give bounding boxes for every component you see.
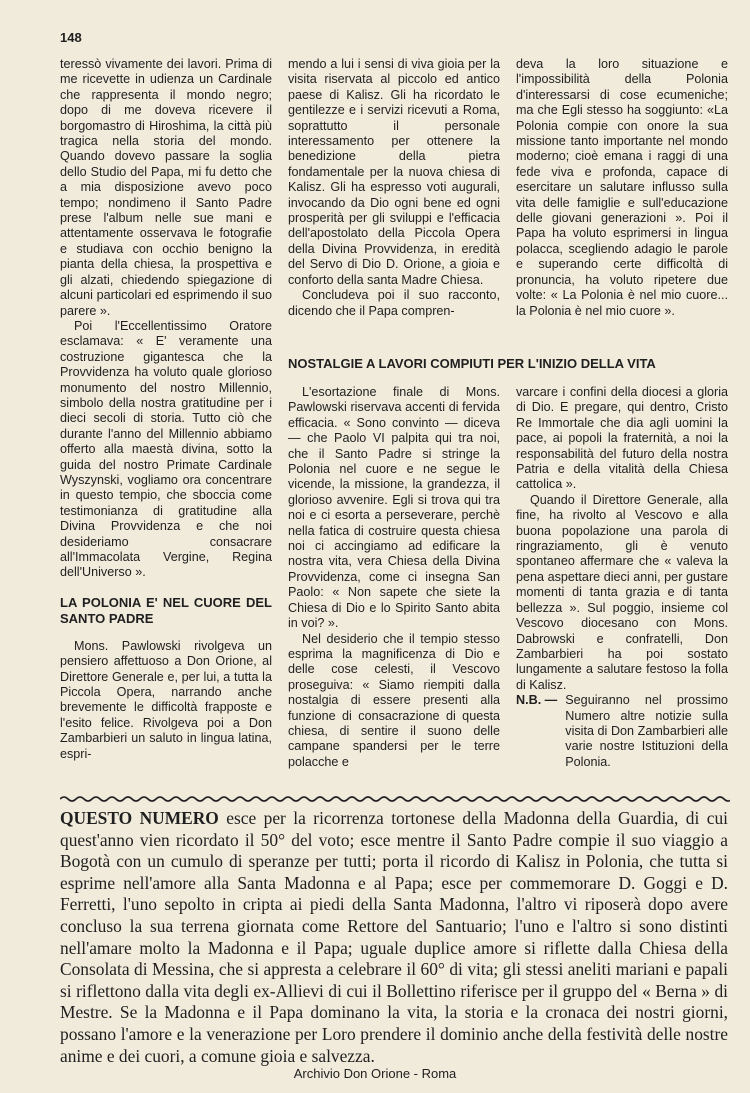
section-heading-nostalgie: NOSTALGIE A LAVORI COMPIUTI PER L'INIZIO DELLA VITA [288, 356, 656, 371]
column-3 [516, 57, 728, 319]
issue-note-text: esce per la ricorrenza tortonese della Madonna della Guardia, di cui quest'anno vien ricordato il 50° del voto; esce mentre il Santo Padre compie il suo viaggio a Bogotà con un cumulo di speranze per tutti; porta il ricordo di Kalisz in Polonia, che tutta si esprime nell'amore alla Santa Madonna e al Papa; esce per commemorare D. Goggi e D. Ferretti, l'uno sepolto in cripta ai piedi della Santa Madonna, l'altro vi riposerà dopo avere concluso la sua terrena giornata come Rettore del Santuario; l'uno e l'altro si sono distinti nell'amare molto la Madonna e il Papa; uguale duplice amore si riflette dalla Chiesa della Consolata di Messina, che si appresta a celebrare il 60° di vita; gli stessi aneliti mariani e papali si riflettono dalla vita degli ex-Allievi di cui il Bollettino riferisce per il gruppo del « Berna » di Mestre. Se la Madonna e il Papa dominano la vita, la storia e la cronaca dei nostri giorni, possano l'amore e la venerazione per Loro prendere il dominio anche della festività delle nostre anime e dei cuori, a comune gioia e salvezza. [60, 808, 728, 1066]
issue-note [60, 808, 728, 1067]
issue-note-lead: QUESTO NUMERO [60, 808, 219, 828]
col5-paragraph-1: varcare i confini della diocesi a gloria di Dio. E pregare, qui dentro, Cristo Re Immortale che dia agli uomini la pace, ai popoli la fraternità, a noi la responsabilità del futuro della nostra Patria e della vitalità della Chiesa cattolica ». [516, 385, 728, 492]
col1-paragraph-2: Poi l'Eccellentissimo Oratore esclamava: « E' veramente una costruzione gigantesca che la Provvidenza ha voluto quale glorioso monumento del nostro Millennio, simbolo della nostra gratitudine per i dieci secoli di storia. Tutto ciò che durante l'anno del Millennio abbiamo offerto alla maestà divina, sotto la guida del nostro Primate Cardinale Wyszynski, vogliamo ora concentrare in questo tempio, che sboccia come testimonianza di gratitudine alla Divina Provvidenza e che noi desideriamo consacrare all'Immacolata Vergine, Regina dell'Universo ». [60, 318, 272, 580]
col2-paragraph-1: mendo a lui i sensi di viva gioia per la visita riservata al piccolo ed antico paese di Kalisz. Gli ha ricordato le gentilezze e i servizi ricevuti a Roma, soprattutto il personale interessamento per ottenere la benedizione della pietra fondamentale per la nuova chiesa di Kalisz. Gli ha espresso voti augurali, invocando da Dio ogni bene ed ogni prosperità per gli sviluppi e l'efficacia dell'apostolato della Piccola Opera della Divina Provvidenza, in eredità del Servo di Dio D. Orione, a gioia e conforto della santa Madre Chiesa. [288, 57, 500, 287]
nb-text: Seguiranno nel prossimo Numero altre notizie sulla visita di Don Zambarbieri alle varie nostre Istituzioni della Polonia. [565, 693, 728, 769]
archive-label: Archivio Don Orione - Roma [293, 1066, 457, 1081]
col3-paragraph-1: deva la loro situazione e l'impossibilità della Polonia d'interessarsi di cose ecumeniche; ma che Egli stesso ha soggiunto: «La Polonia compie con onore la sua missione tanto importante nel mondo moderno; cioè emana i raggi di una fede viva e profonda, capace di esercitare un salutare influsso sulla vita delle famiglie e sull'educazione delle giovani generazioni ». Poi il Papa ha voluto esprimersi in lingua polacca, scegliendo adagio le parole e superando certe difficoltà di pronuncia, ha voluto ripetere due volte: « La Polonia è nel mio cuore... la Polonia è nel mio cuore ». [516, 57, 728, 318]
col4-paragraph-1: L'esortazione finale di Mons. Pawlowski riservava accenti di fervida efficacia. « Sono convinto — diceva — che Paolo VI palpita qui tra noi, che il Santo Padre si stringe la Polonia nel cuore e ne segue le vicende, la missione, la grandezza, il glorioso avvenire. Egli si trova qui tra noi e ci esorta a perseverare, perchè nella fatica di costruire questa chiesa noi ci accingiamo ad edificare la nostra vita, vera Chiesa della Divina Provvidenza, come ci insegna San Paolo: « Non sapete che siete la Chiesa di Dio e lo Spirito Santo abita in voi? ». [288, 385, 500, 631]
col4-paragraph-2: Nel desiderio che il tempio stesso esprima la magnificenza di Dio e delle cose celesti, il Vescovo proseguiva: « Siamo riempiti dalla nostalgia di essere presenti alla funzione di consacrazione di questa chiesa, di sentire il suono delle campane spandersi per le terre polacche e [288, 631, 500, 769]
column-2 [288, 57, 500, 319]
nb-note [516, 693, 728, 770]
page-number: 148 [60, 30, 82, 45]
col5-paragraph-2: Quando il Direttore Generale, alla fine, ha rivolto al Vescovo e alla buona popolazione una parola di ringraziamento, gli è venuto spontaneo affermare che « valeva la pena aspettare dieci anni, per gustare momenti di tanta grazia e di tanta bellezza ». Sul poggio, insieme col Vescovo diocesano con Mons. Dabrowski e confratelli, Don Zambarbieri ha poi sostato lungamente a salutare festoso la folla di Kalisz. [516, 492, 728, 692]
column-4 [288, 385, 500, 770]
column-5 [516, 385, 728, 770]
decorative-divider [60, 795, 730, 803]
col1-paragraph-1: teressò vivamente dei lavori. Prima di me ricevette in udienza un Cardinale che rappresenta il mondo negro; dopo di me doveva ricevere il borgomastro di Hiroshima, la città più tragica nella storia del mondo. Quando dovevo passare la soglia dello Studio del Papa, mi fu detto che a mia disposizione avevo poco tempo; nondimeno il Santo Padre prese l'album nelle sue mani e attentamente osservava le fotografie e studiava con occhio benigno la pianta della chiesa, la prospettiva e gli alzati, chiedendo spiegazione di alcuni particolari ed esprimendo il suo parere ». [60, 57, 272, 318]
column-1 [60, 57, 272, 762]
nb-label: N.B. — [516, 693, 558, 708]
section-heading-polonia: LA POLONIA E' NEL CUORE DEL SANTO PADRE [60, 594, 272, 626]
col1-paragraph-3: Mons. Pawlowski rivolgeva un pensiero affettuoso a Don Orione, al Direttore Generale e, per lui, a tutta la Piccola Opera, narrando anche brevemente le difficoltà frapposte e l'esito felice. Rivolgeva poi a Don Zambarbieri un saluto in lingua latina, espri- [60, 638, 272, 761]
col2-paragraph-2: Concludeva poi il suo racconto, dicendo che il Papa compren- [288, 288, 500, 318]
